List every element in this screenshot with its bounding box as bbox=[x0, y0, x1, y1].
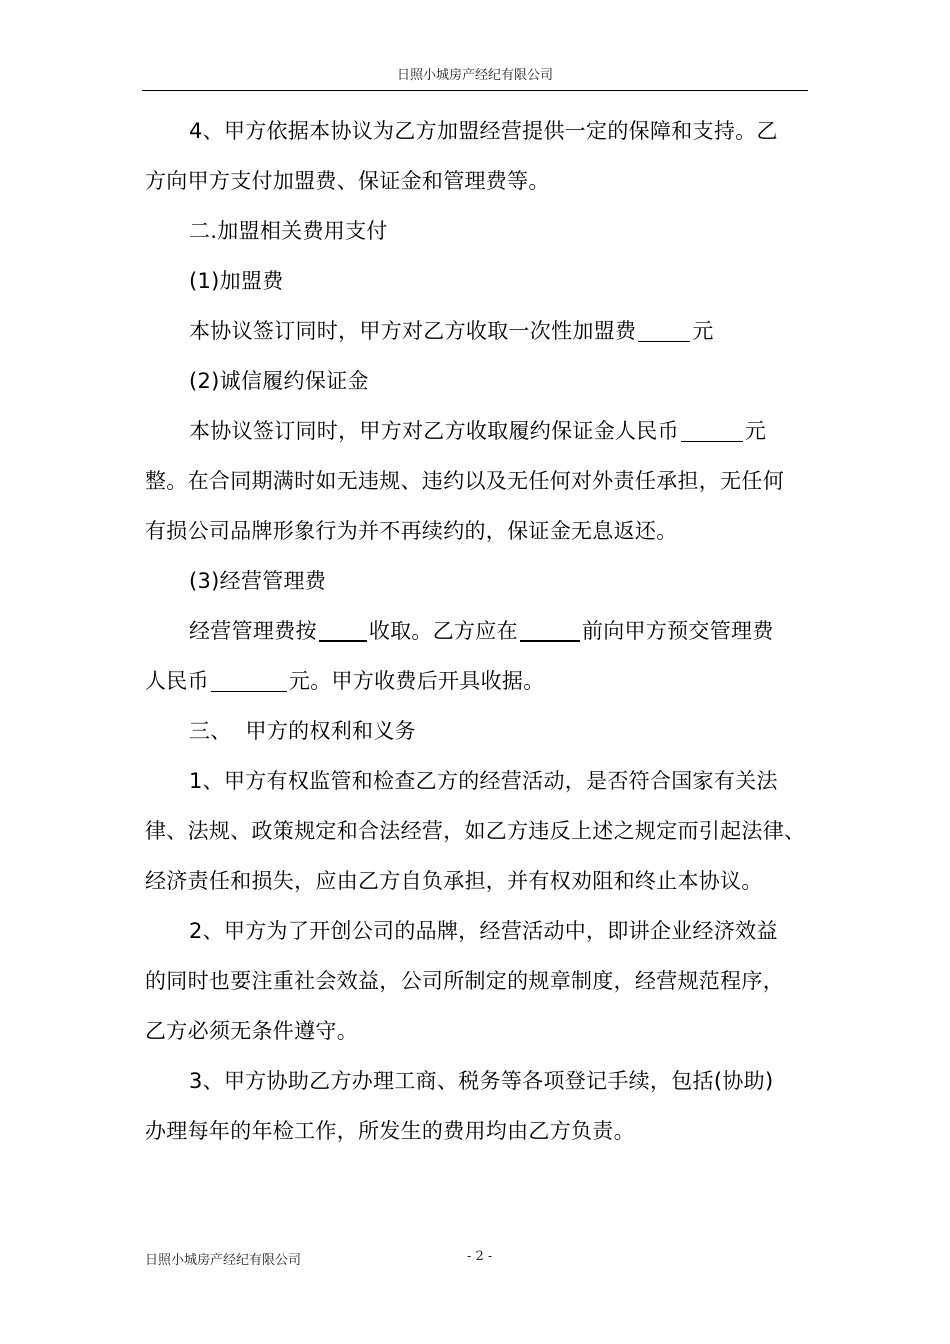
paragraph-line bbox=[145, 306, 810, 356]
paragraph-line: 有损公司品牌形象行为并不再续约的，保证金无息返还。 bbox=[145, 519, 678, 543]
subsection-heading: (3)经营管理费 bbox=[189, 569, 327, 593]
paragraph-line: 经济责任和损失，应由乙方自负承担，并有权劝阻和终止本协议。 bbox=[145, 869, 763, 893]
paragraph-line bbox=[145, 656, 810, 706]
deposit-unit: 元 bbox=[744, 419, 767, 443]
paragraph-line: 1、甲方有权监管和检查乙方的经营活动，是否符合国家有关法 bbox=[189, 769, 778, 793]
header-company: 日照小城房产经纪有限公司 bbox=[396, 68, 553, 83]
paragraph-line: 律、法规、政策规定和合法经营，如乙方违反上述之规定而引起法律、 bbox=[145, 819, 806, 843]
subsection-heading: (2)诚信履约保证金 bbox=[189, 369, 369, 393]
mgmt-date-blank bbox=[520, 639, 580, 642]
paragraph-line: 3、甲方协助乙方办理工商、税务等各项登记手续，包括(协助) bbox=[189, 1069, 774, 1093]
mgmt2-text-a: 人民币 bbox=[145, 669, 209, 693]
mgmt2-text-b: 元。甲方收费后开具收据。 bbox=[288, 669, 545, 693]
deposit-text: 本协议签订同时，甲方对乙方收取履约保证金人民币 bbox=[189, 419, 679, 443]
deposit-blank bbox=[681, 440, 743, 442]
subsection-heading: (1)加盟费 bbox=[189, 269, 284, 293]
fee-text: 本协议签订同时，甲方对乙方收取一次性加盟费 bbox=[189, 319, 637, 343]
section-heading: 二.加盟相关费用支付 bbox=[189, 219, 388, 243]
paragraph-line: 方向甲方支付加盟费、保证金和管理费等。 bbox=[145, 169, 550, 193]
footer-company: 日照小城房产经纪有限公司 bbox=[145, 1253, 302, 1268]
paragraph-line: 2、甲方为了开创公司的品牌，经营活动中，即讲企业经济效益 bbox=[189, 919, 778, 943]
page-number: - 2 - bbox=[467, 1249, 493, 1264]
mgmt-text-b: 收取。乙方应在 bbox=[368, 619, 518, 643]
paragraph-line: 整。在合同期满时如无违规、违约以及无任何对外责任承担，无任何 bbox=[145, 469, 784, 493]
page-footer bbox=[145, 1249, 810, 1269]
mgmt-amount-blank bbox=[211, 690, 287, 692]
document-body bbox=[145, 106, 810, 1156]
paragraph-line bbox=[145, 606, 810, 656]
paragraph-line: 乙方必须无条件遵守。 bbox=[145, 1019, 358, 1043]
mgmt-text-a: 经营管理费按 bbox=[189, 619, 317, 643]
mgmt-method-blank bbox=[319, 639, 367, 642]
paragraph-line bbox=[145, 406, 810, 456]
paragraph-line: 4、甲方依据本协议为乙方加盟经营提供一定的保障和支持。乙 bbox=[189, 119, 778, 143]
paragraph-line: 办理每年的年检工作，所发生的费用均由乙方负责。 bbox=[145, 1119, 635, 1143]
section-heading: 三、 甲方的权利和义务 bbox=[189, 719, 416, 743]
fee-blank bbox=[638, 340, 690, 342]
fee-unit: 元 bbox=[692, 319, 714, 343]
paragraph-line: 的同时也要注重社会效益，公司所制定的规章制度，经营规范程序， bbox=[145, 969, 784, 993]
page-header bbox=[142, 66, 808, 91]
mgmt-text-c: 前向甲方预交管理费 bbox=[581, 619, 774, 643]
